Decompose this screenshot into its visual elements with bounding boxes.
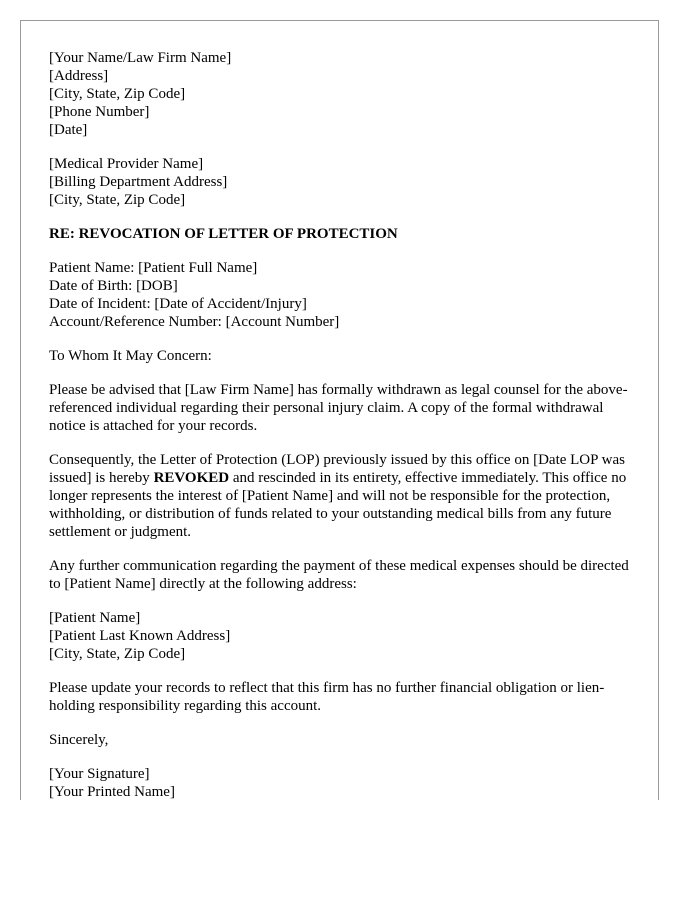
paragraph-update-records: Please update your records to reflect that this firm has no further financial obligation or lien-holding responsibility regarding this account. <box>49 680 605 714</box>
salutation: To Whom It May Concern: <box>49 348 212 364</box>
revocation-text-end: and rescinded in its entirety, effective immediately. This office no longer represents the interest of [Patient Name] and will not be responsible for the protection, withholding, or distribution of funds related to your outstanding medical bills from any future settlement or judgment. <box>49 470 627 540</box>
paragraph-withdrawal: Please be advised that [Law Firm Name] has formally withdrawn as legal counsel for the above-referenced individual regarding their personal injury claim. A copy of the formal withdrawal notice is attached for your records. <box>49 382 628 434</box>
recipient-address: [Billing Department Address] <box>49 174 228 190</box>
closing: Sincerely, <box>49 732 109 748</box>
patient-address-block <box>49 609 639 663</box>
letter-page <box>20 20 659 800</box>
patient-info-block <box>49 259 639 331</box>
paragraph-communication: Any further communication regarding the payment of these medical expenses should be directed to [Patient Name] directly at the following address: <box>49 558 629 592</box>
patient-name-line: Patient Name: [Patient Full Name] <box>49 260 258 276</box>
paragraph-revocation <box>49 451 639 541</box>
sender-name: [Your Name/Law Firm Name] <box>49 50 232 66</box>
sender-phone: [Phone Number] <box>49 104 150 120</box>
patient-account-line: Account/Reference Number: [Account Number] <box>49 314 340 330</box>
patient-dob-line: Date of Birth: [DOB] <box>49 278 178 294</box>
patient-address-name: [Patient Name] <box>49 610 141 626</box>
patient-address-street: [Patient Last Known Address] <box>49 628 231 644</box>
patient-incident-line: Date of Incident: [Date of Accident/Injury] <box>49 296 307 312</box>
recipient-block <box>49 155 639 209</box>
subject-line: RE: REVOCATION OF LETTER OF PROTECTION <box>49 226 398 242</box>
signature-line: [Your Signature] <box>49 766 150 782</box>
recipient-name: [Medical Provider Name] <box>49 156 204 172</box>
letter-date: [Date] <box>49 122 88 138</box>
revoked-emphasis: REVOKED <box>153 470 230 486</box>
signature-block <box>49 765 639 800</box>
sender-city-state-zip: [City, State, Zip Code] <box>49 86 186 102</box>
sender-address: [Address] <box>49 68 109 84</box>
recipient-city-state-zip: [City, State, Zip Code] <box>49 192 186 208</box>
revocation-text-start: Consequently, the Letter of Protection (LOP) previously issued by this office on [Date LOP was issued] is hereby <box>49 452 625 486</box>
printed-name: [Your Printed Name] <box>49 784 175 800</box>
sender-block <box>49 49 639 139</box>
letter-body <box>49 49 639 800</box>
patient-address-city-state-zip: [City, State, Zip Code] <box>49 646 186 662</box>
